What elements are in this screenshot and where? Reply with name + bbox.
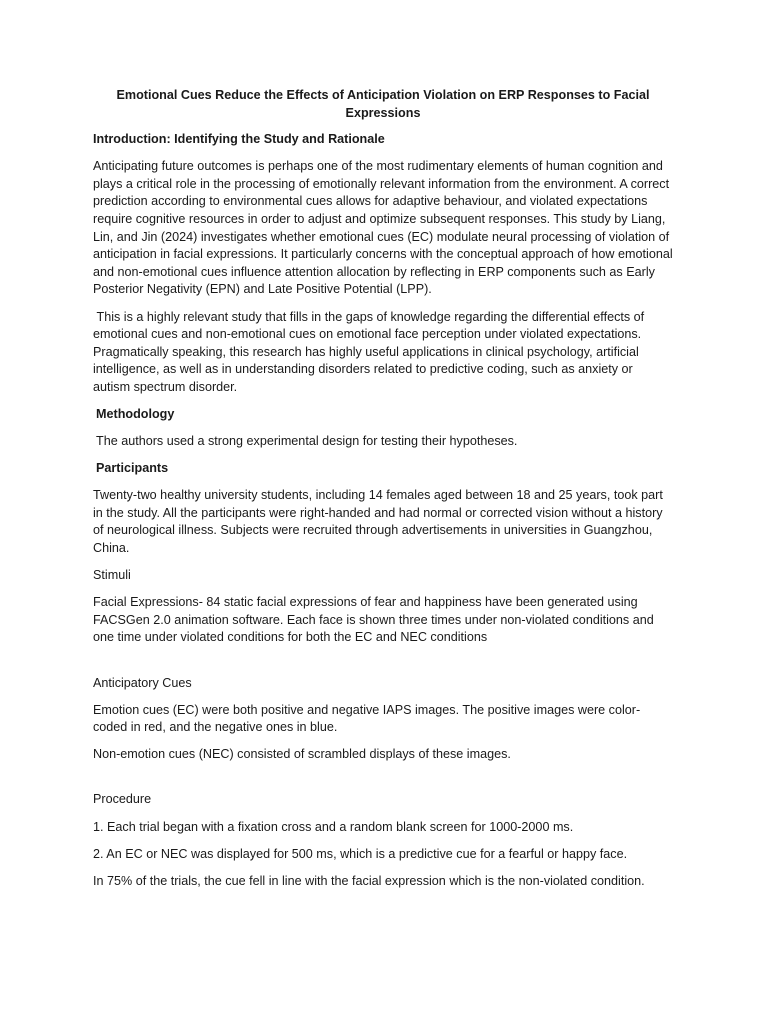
cues-paragraph-1: Emotion cues (EC) were both positive and negative IAPS images. The positive images were color-coded in red, and the negative ones in blue. [93, 702, 641, 735]
stimuli-paragraph: Facial Expressions- 84 static facial expressions of fear and happiness have been generated using FACSGen 2.0 animation software. Each face is shown three times under non-violated conditions and one time under violated conditions for both the EC and NEC conditions [93, 595, 654, 645]
spacer [93, 657, 673, 675]
document-title: Emotional Cues Reduce the Effects of Anticipation Violation on ERP Responses to Facial Expressions [116, 88, 650, 120]
intro-paragraph-1: Anticipating future outcomes is perhaps one of the most rudimentary elements of human cognition and plays a critical role in the processing of emotionally relevant information from the environment. A correct prediction according to environmental cues allows for adaptive behaviour, and violated expectations require cognitive resources in order to adjust and optimize subsequent responses. This study by Liang, Lin, and Jin (2024) investigates whether emotional cues (EC) modulate neural processing of violation of anticipation in facial expressions. It particularly concerns with the conceptual approach of how emotional and non-emotional cues influence attention allocation by reflecting in ERP components such as Early Posterior Negativity (EPN) and Late Positive Potential (LPP). [93, 159, 673, 297]
intro-heading: Introduction: Identifying the Study and Rationale [93, 132, 385, 147]
procedure-note: In 75% of the trials, the cue fell in line with the facial expression which is the non-violated condition. [93, 873, 645, 888]
procedure-step-2: 2. An EC or NEC was displayed for 500 ms, which is a predictive cue for a fearful or happy face. [93, 846, 628, 861]
cues-heading: Anticipatory Cues [93, 675, 192, 690]
participants-paragraph: Twenty-two healthy university students, including 14 females aged between 18 and 25 years, took part in the study. All the participants were right-handed and had normal or corrected vision without a history of neurological illness. Subjects were recruited through advertisements in universities in Guangzhou, China. [93, 488, 663, 556]
spacer [93, 773, 673, 791]
procedure-heading: Procedure [93, 792, 152, 807]
stimuli-heading: Stimuli [93, 568, 131, 583]
cues-paragraph-2: Non-emotion cues (NEC) consisted of scrambled displays of these images. [93, 747, 511, 762]
participants-heading: Participants [96, 461, 169, 476]
methodology-paragraph: The authors used a strong experimental design for testing their hypotheses. [96, 434, 518, 449]
methodology-heading: Methodology [96, 407, 175, 421]
document-body [93, 87, 673, 900]
intro-paragraph-2: This is a highly relevant study that fills in the gaps of knowledge regarding the differential effects of emotional cues and non-emotional cues on emotional face perception under violated expectations. Pragmatically speaking, this research has highly useful applications in clinical psychology, artificial intelligence, as well as in understanding disorders related to predictive coding, such as anxiety or autism spectrum disorder. [93, 309, 648, 394]
procedure-step-1: 1. Each trial began with a fixation cross and a random blank screen for 1000-2000 ms. [93, 819, 574, 834]
